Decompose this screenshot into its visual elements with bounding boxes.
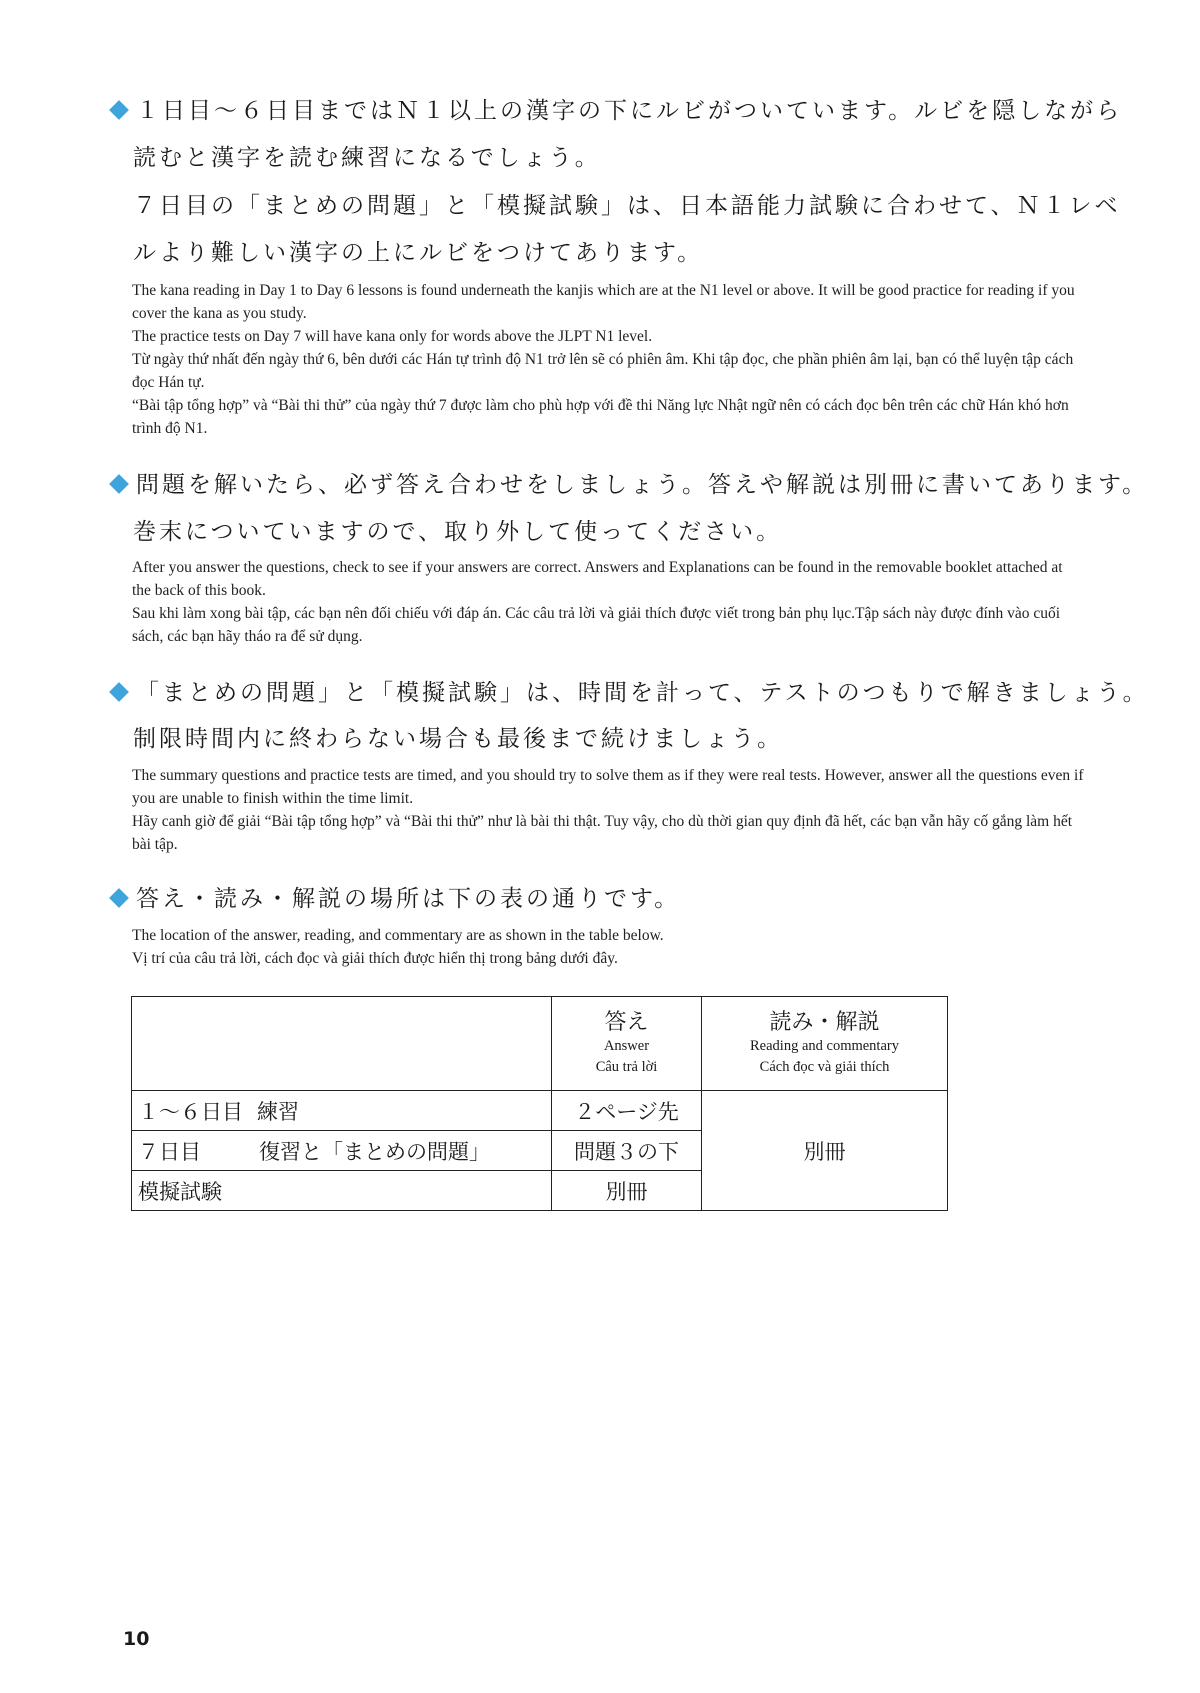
row-label-b: 復習と「まとめの問題」 — [259, 1139, 490, 1164]
table-header-row — [132, 997, 948, 1091]
diamond-bullet-icon — [109, 474, 129, 494]
answer-header-en: Answer — [603, 1038, 650, 1054]
section-1-en-2: The practice tests on Day 7 will have kana only for words above the JLPT N1 level. — [132, 328, 653, 345]
table-header-answer — [552, 997, 702, 1091]
diamond-bullet-icon — [109, 682, 129, 702]
reading-header-en: Reading and commentary — [750, 1038, 899, 1054]
row-label — [132, 1091, 552, 1131]
reading-header: 読み・解説 — [769, 1010, 880, 1035]
row-answer: 別冊 — [552, 1171, 702, 1211]
table-header-reading — [702, 997, 948, 1091]
row-label-a: 模擬試験 — [138, 1179, 222, 1204]
row-label-a: １～６日目 — [138, 1099, 243, 1124]
reading-header-vi: Cách đọc và giải thích — [759, 1059, 890, 1075]
diamond-bullet-icon — [109, 100, 129, 120]
section-3-line-2: 制限時間内に終わらない場合も最後まで続けましょう。 — [133, 726, 783, 752]
section-3-line-1: 「まとめの問題」と「模擬試験」は、時間を計って、テストのつもりで解きましょう。 — [108, 674, 1149, 707]
section-2-translation — [132, 556, 1084, 648]
section-2-line-2: 巻末についていますので、取り外して使ってください。 — [133, 519, 783, 545]
section-2-en-1: After you answer the questions, check to see if your answers are correct. Answers and Explanations can be found in the removable booklet attached at the back of this book. — [132, 559, 1063, 599]
section-3-en-1: The summary questions and practice tests are timed, and you should try to solve them as if they were real tests. However, answer all the questions even if you are unable to finish within the time limit. — [132, 767, 1084, 807]
section-1-vi-2: “Bài tập tổng hợp” và “Bài thi thử” của ngày thứ 7 được làm cho phù hợp với đề thi Năng lực Nhật ngữ nên có cách đọc bên trên các chữ Hán khó hơn trình độ N1. — [132, 397, 1069, 437]
section-1-vi-1: Từ ngày thứ nhất đến ngày thứ 6, bên dưới các Hán tự trình độ N1 trở lên sẽ có phiên âm. Khi tập đọc, che phần phiên âm lại, bạn có thể luyện tập cách đọc Hán tự. — [132, 351, 1074, 391]
section-1-line-1: １日目～６日目まではＮ１以上の漢字の下にルビがついています。ルビを隠しながら — [108, 92, 1122, 125]
answer-header-vi: Câu trả lời — [595, 1059, 658, 1075]
row-label — [132, 1171, 552, 1211]
section-2-vi-1: Sau khi làm xong bài tập, các bạn nên đối chiếu với đáp án. Các câu trả lời và giải thích được viết trong bản phụ lục.Tập sách này được đính vào cuối sách, các bạn hãy tháo ra để sử dụng. — [132, 605, 1061, 645]
row-label — [132, 1131, 552, 1171]
section-4-translation — [132, 924, 1084, 970]
section-1-line-3: ７日目の「まとめの問題」と「模擬試験」は、日本語能力試験に合わせて、Ｎ１レベ — [133, 193, 1121, 219]
section-1-en-1: The kana reading in Day 1 to Day 6 lessons is found underneath the kanjis which are at the N1 level or above. It will be good practice for reading if you cover the kana as you study. — [132, 282, 1075, 322]
section-4-vi-1: Vị trí của câu trả lời, cách đọc và giải thích được hiển thị trong bảng dưới đây. — [132, 950, 618, 967]
section-3-translation — [132, 764, 1084, 856]
section-4-en-1: The location of the answer, reading, and commentary are as shown in the table below. — [132, 927, 664, 944]
row-label-a: ７日目 — [138, 1139, 201, 1164]
section-1-translation — [132, 279, 1084, 440]
page-number: 10 — [123, 1628, 150, 1650]
section-1-line-2: 読むと漢字を読む練習になるでしょう。 — [133, 145, 601, 171]
row-answer: 問題３の下 — [552, 1131, 702, 1171]
section-4-line-1: 答え・読み・解説の場所は下の表の通りです。 — [108, 880, 680, 913]
table-header-empty — [132, 997, 552, 1091]
answer-header: 答え — [604, 1010, 649, 1035]
row-label-b: 練習 — [257, 1099, 299, 1124]
location-table — [131, 996, 948, 1211]
table-row — [132, 1091, 948, 1131]
reading-location: 別冊 — [702, 1091, 948, 1211]
section-2-line-1: 問題を解いたら、必ず答え合わせをしましょう。答えや解説は別冊に書いてあります。 — [108, 466, 1148, 499]
row-answer: ２ページ先 — [552, 1091, 702, 1131]
diamond-bullet-icon — [109, 888, 129, 908]
section-1-line-4: ルより難しい漢字の上にルビをつけてあります。 — [133, 240, 704, 266]
section-3-vi-1: Hãy canh giờ để giải “Bài tập tổng hợp” và “Bài thi thử” như là bài thi thật. Tuy vậy, cho dù thời gian quy định đã hết, các bạn vẫn hãy cố gắng làm hết bài tập. — [132, 813, 1073, 853]
